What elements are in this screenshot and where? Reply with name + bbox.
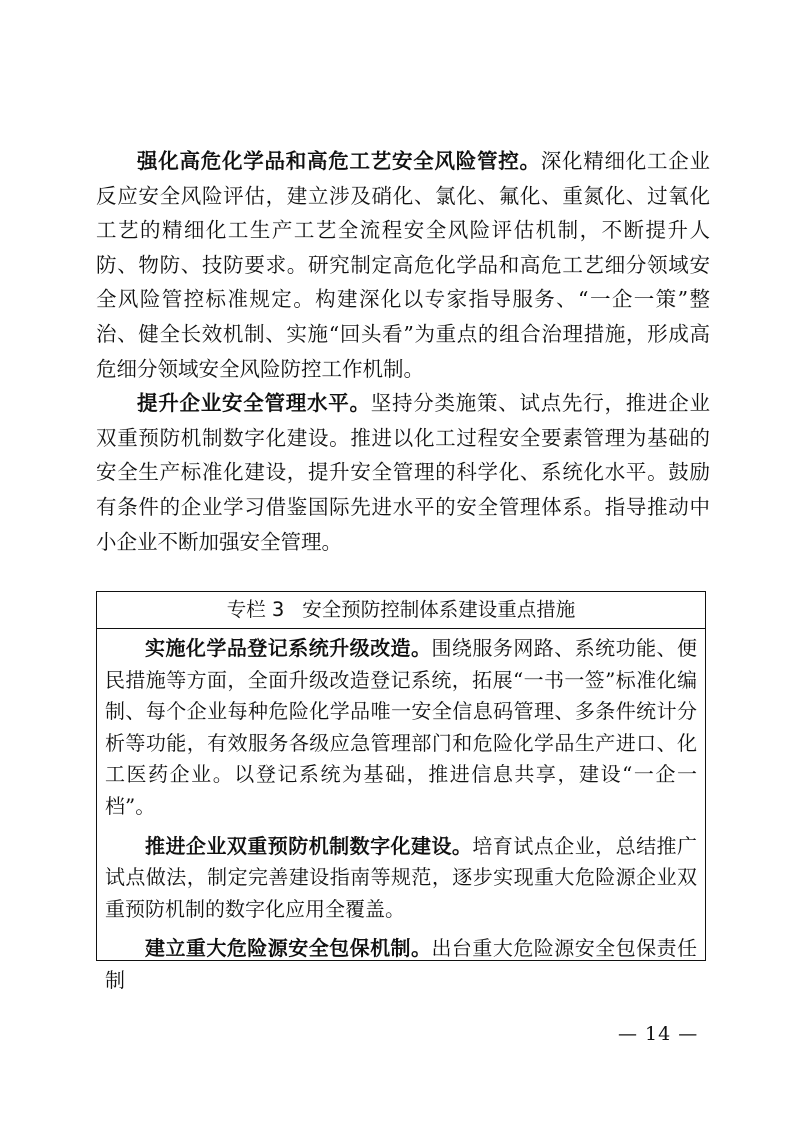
measure-body: 围绕服务网路、系统功能、便民措施等方面，全面升级改造登记系统，拓展“一书一签”标准化编制、每个企业每种危险化学品唯一安全信息码管理、多条件统计分析等功能，有效服务各级应急管理部门和危险化学品生产进口、化工医药企业。以登记系统为基础，推进信息共享，建设“一企一档”。 [105, 636, 698, 818]
paragraph-lead: 提升企业安全管理水平。 [137, 391, 371, 416]
measure-body: 培育试点企业，总结推广试点做法，制定完善建设指南等规范，逐步实现重大危险源企业双重预防机制的数字化应用全覆盖。 [105, 833, 698, 921]
column-title: 安全预防控制体系建设重点措施 [302, 598, 576, 621]
measure-lead: 推进企业双重预防机制数字化建设。 [145, 833, 473, 858]
paragraph-body: 坚持分类施策、试点先行，推进企业双重预防机制数字化建设。推进以化工过程安全要素管理为基础的安全生产标准化建设，提升安全管理的科学化、系统化水平。鼓励有条件的企业学习借鉴国际先进水平的安全管理体系。指导推动中小企业不断加强安全管理。 [96, 391, 710, 554]
measure-lead: 建立重大危险源安全包保机制。 [145, 936, 432, 961]
measure-body: 出台重大危险源安全包保责任制 [105, 936, 698, 992]
main-text [96, 144, 710, 559]
column-label: 专栏 3 [226, 598, 285, 621]
paragraph-safety-management [96, 386, 710, 559]
paragraph-hazardous-chemicals [96, 144, 710, 386]
measure-lead: 实施化学品登记系统升级改造。 [145, 636, 432, 660]
measure-item [105, 933, 697, 996]
paragraph-lead: 强化高危化学品和高危工艺安全风险管控。 [137, 149, 541, 173]
column-box [96, 591, 706, 992]
page-number: — 14 — [618, 1023, 699, 1045]
paragraph-body: 深化精细化工企业反应安全风险评估，建立涉及硝化、氯化、氟化、重氮化、过氧化工艺的精细化工生产工艺全流程安全风险评估机制，不断提升人防、物防、技防要求。研究制定高危化学品和高危工艺细分领域安全风险管控标准规定。构建深化以专家指导服务、“一企一策”整治、健全长效机制、实施“回头看”为重点的组合治理措施，形成高危细分领域安全风险防控工作机制。 [96, 149, 710, 381]
measure-item [105, 831, 697, 926]
column-box-body [97, 629, 705, 997]
measure-item [105, 633, 697, 823]
column-box-title [97, 592, 705, 629]
